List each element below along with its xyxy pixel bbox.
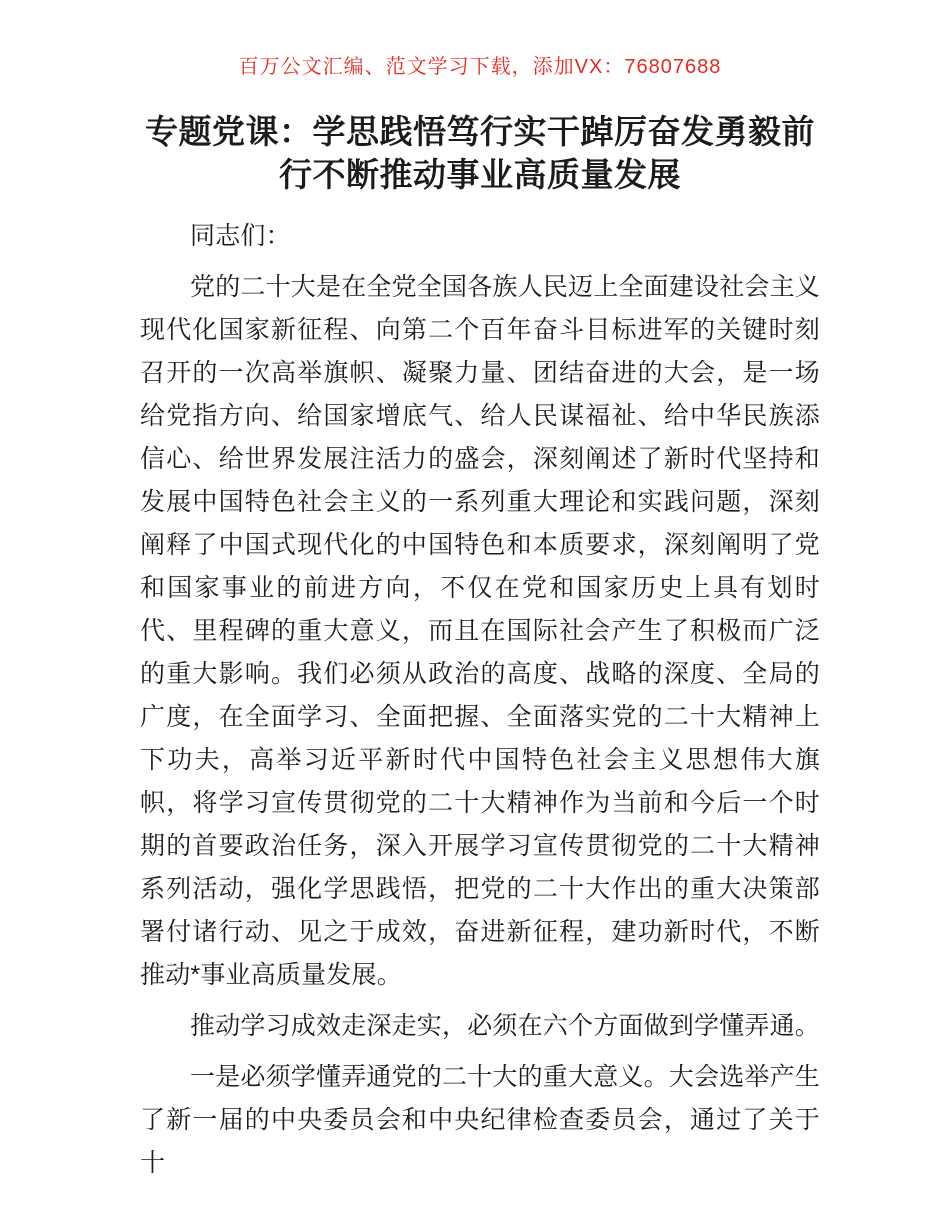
promo-banner: 百万公文汇编、范文学习下载，添加VX：76807688	[238, 56, 722, 78]
body-paragraph: 党的二十大是在全党全国各族人民迈上全面建设社会主义现代化国家新征程、向第二个百年奋斗目标进军的关键时刻召开的一次高举旗帜、凝聚力量、团结奋进的大会，是一场给党指方向、给国家增底气、给人民谋福祉、给中华民族添信心、给世界发展注活力的盛会，深刻阐述了新时代坚持和发展中国特色社会主义的一系列重大理论和实践问题，深刻阐释了中国式现代化的中国特色和本质要求，深刻阐明了党和国家事业的前进方向，不仅在党和国家历史上具有划时代、里程碑的重大意义，而且在国际社会产生了积极而广泛的重大影响。我们必须从政治的高度、战略的深度、全局的广度，在全面学习、全面把握、全面落实党的二十大精神上下功夫，高举习近平新时代中国特色社会主义思想伟大旗帜，将学习宣传贯彻党的二十大精神作为当前和今后一个时期的首要政治任务，深入开展学习宣传贯彻党的二十大精神系列活动，强化学思践悟，把党的二十大作出的重大决策部署付诸行动、见之于成效，奋进新征程，建功新时代，不断推动*事业高质量发展。	[140, 273, 821, 989]
body-paragraph: 推动学习成效走深走实，必须在六个方面做到学懂弄通。	[190, 1012, 821, 1040]
body-paragraph: 一是必须学懂弄通党的二十大的重大意义。大会选举产生了新一届的中央委员会和中央纪律检查委员会，通过了关于十	[140, 1063, 821, 1177]
document-title: 专题党课：学思践悟笃行实干踔厉奋发勇毅前行不断推动事业高质量发展	[145, 113, 815, 193]
document-body	[140, 215, 820, 1185]
salutation: 同志们：	[190, 222, 291, 250]
content-column	[140, 0, 820, 1185]
